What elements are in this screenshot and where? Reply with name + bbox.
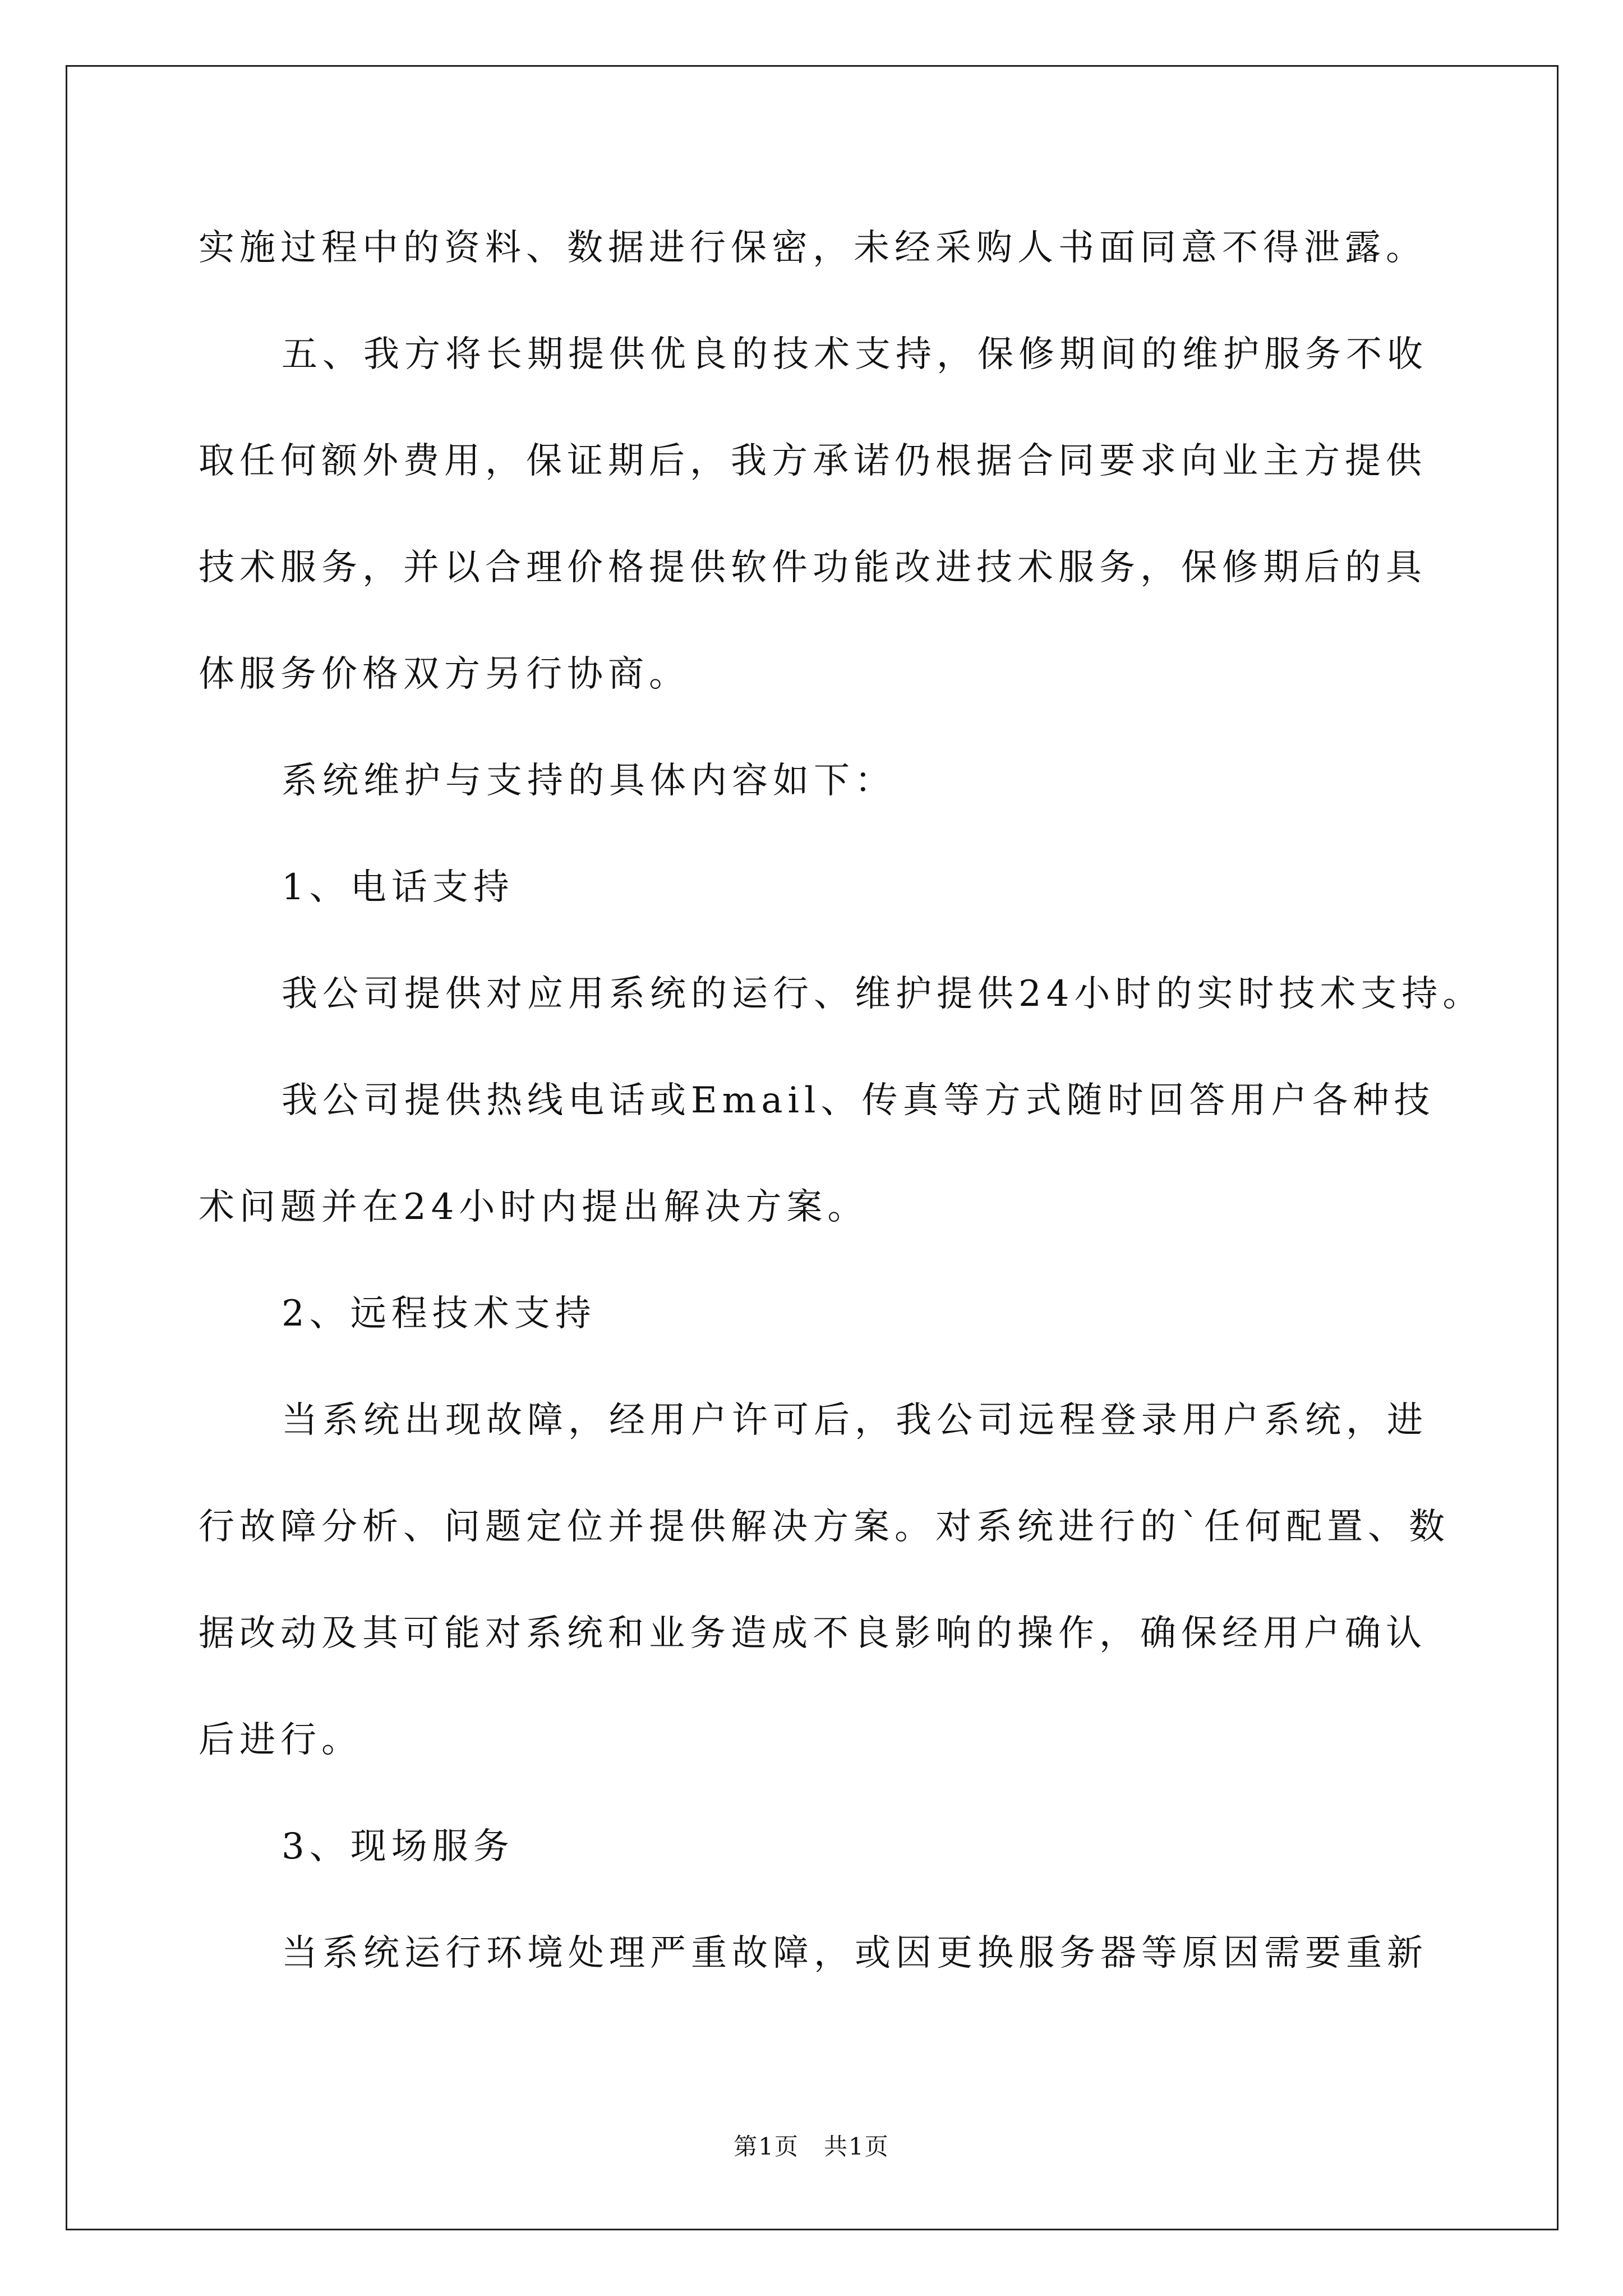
- text-line-13: 行故障分析、问题定位并提供解决方案。对系统进行的`任何配置、数: [199, 1506, 1450, 1548]
- text-line-6: 系统维护与支持的具体内容如下：: [282, 760, 896, 802]
- page-footer: 第1页 共1页: [734, 2133, 889, 2160]
- text-line-1: 实施过程中的资料、数据进行保密，未经采购人书面同意不得泄露。: [199, 227, 1427, 269]
- text-line-4: 技术服务，并以合理价格提供软件功能改进技术服务，保修期后的具: [199, 547, 1427, 588]
- text-line-3: 取任何额外费用，保证期后，我方承诺仍根据合同要求向业主方提供: [199, 440, 1427, 482]
- text-line-11: 2、远程技术支持: [282, 1293, 596, 1335]
- text-line-2: 五、我方将长期提供优良的技术支持，保修期间的维护服务不收: [282, 334, 1428, 375]
- text-line-16: 3、现场服务: [282, 1826, 514, 1867]
- text-line-9: 我公司提供热线电话或Email、传真等方式随时回答用户各种技: [282, 1080, 1435, 1121]
- text-line-12: 当系统出现故障，经用户许可后，我公司远程登录用户系统，进: [282, 1400, 1428, 1441]
- text-line-14: 据改动及其可能对系统和业务造成不良影响的操作，确保经用户确认: [199, 1613, 1427, 1654]
- text-line-10: 术问题并在24小时内提出解决方案。: [199, 1186, 869, 1228]
- text-line-5: 体服务价格双方另行协商。: [199, 654, 690, 695]
- page-border: [66, 65, 1559, 2230]
- text-line-17: 当系统运行环境处理严重故障，或因更换服务器等原因需要重新: [282, 1932, 1428, 1974]
- text-line-7: 1、电话支持: [282, 867, 514, 908]
- text-line-8: 我公司提供对应用系统的运行、维护提供24小时的实时技术支持。: [282, 973, 1484, 1015]
- text-line-15: 后进行。: [199, 1719, 362, 1761]
